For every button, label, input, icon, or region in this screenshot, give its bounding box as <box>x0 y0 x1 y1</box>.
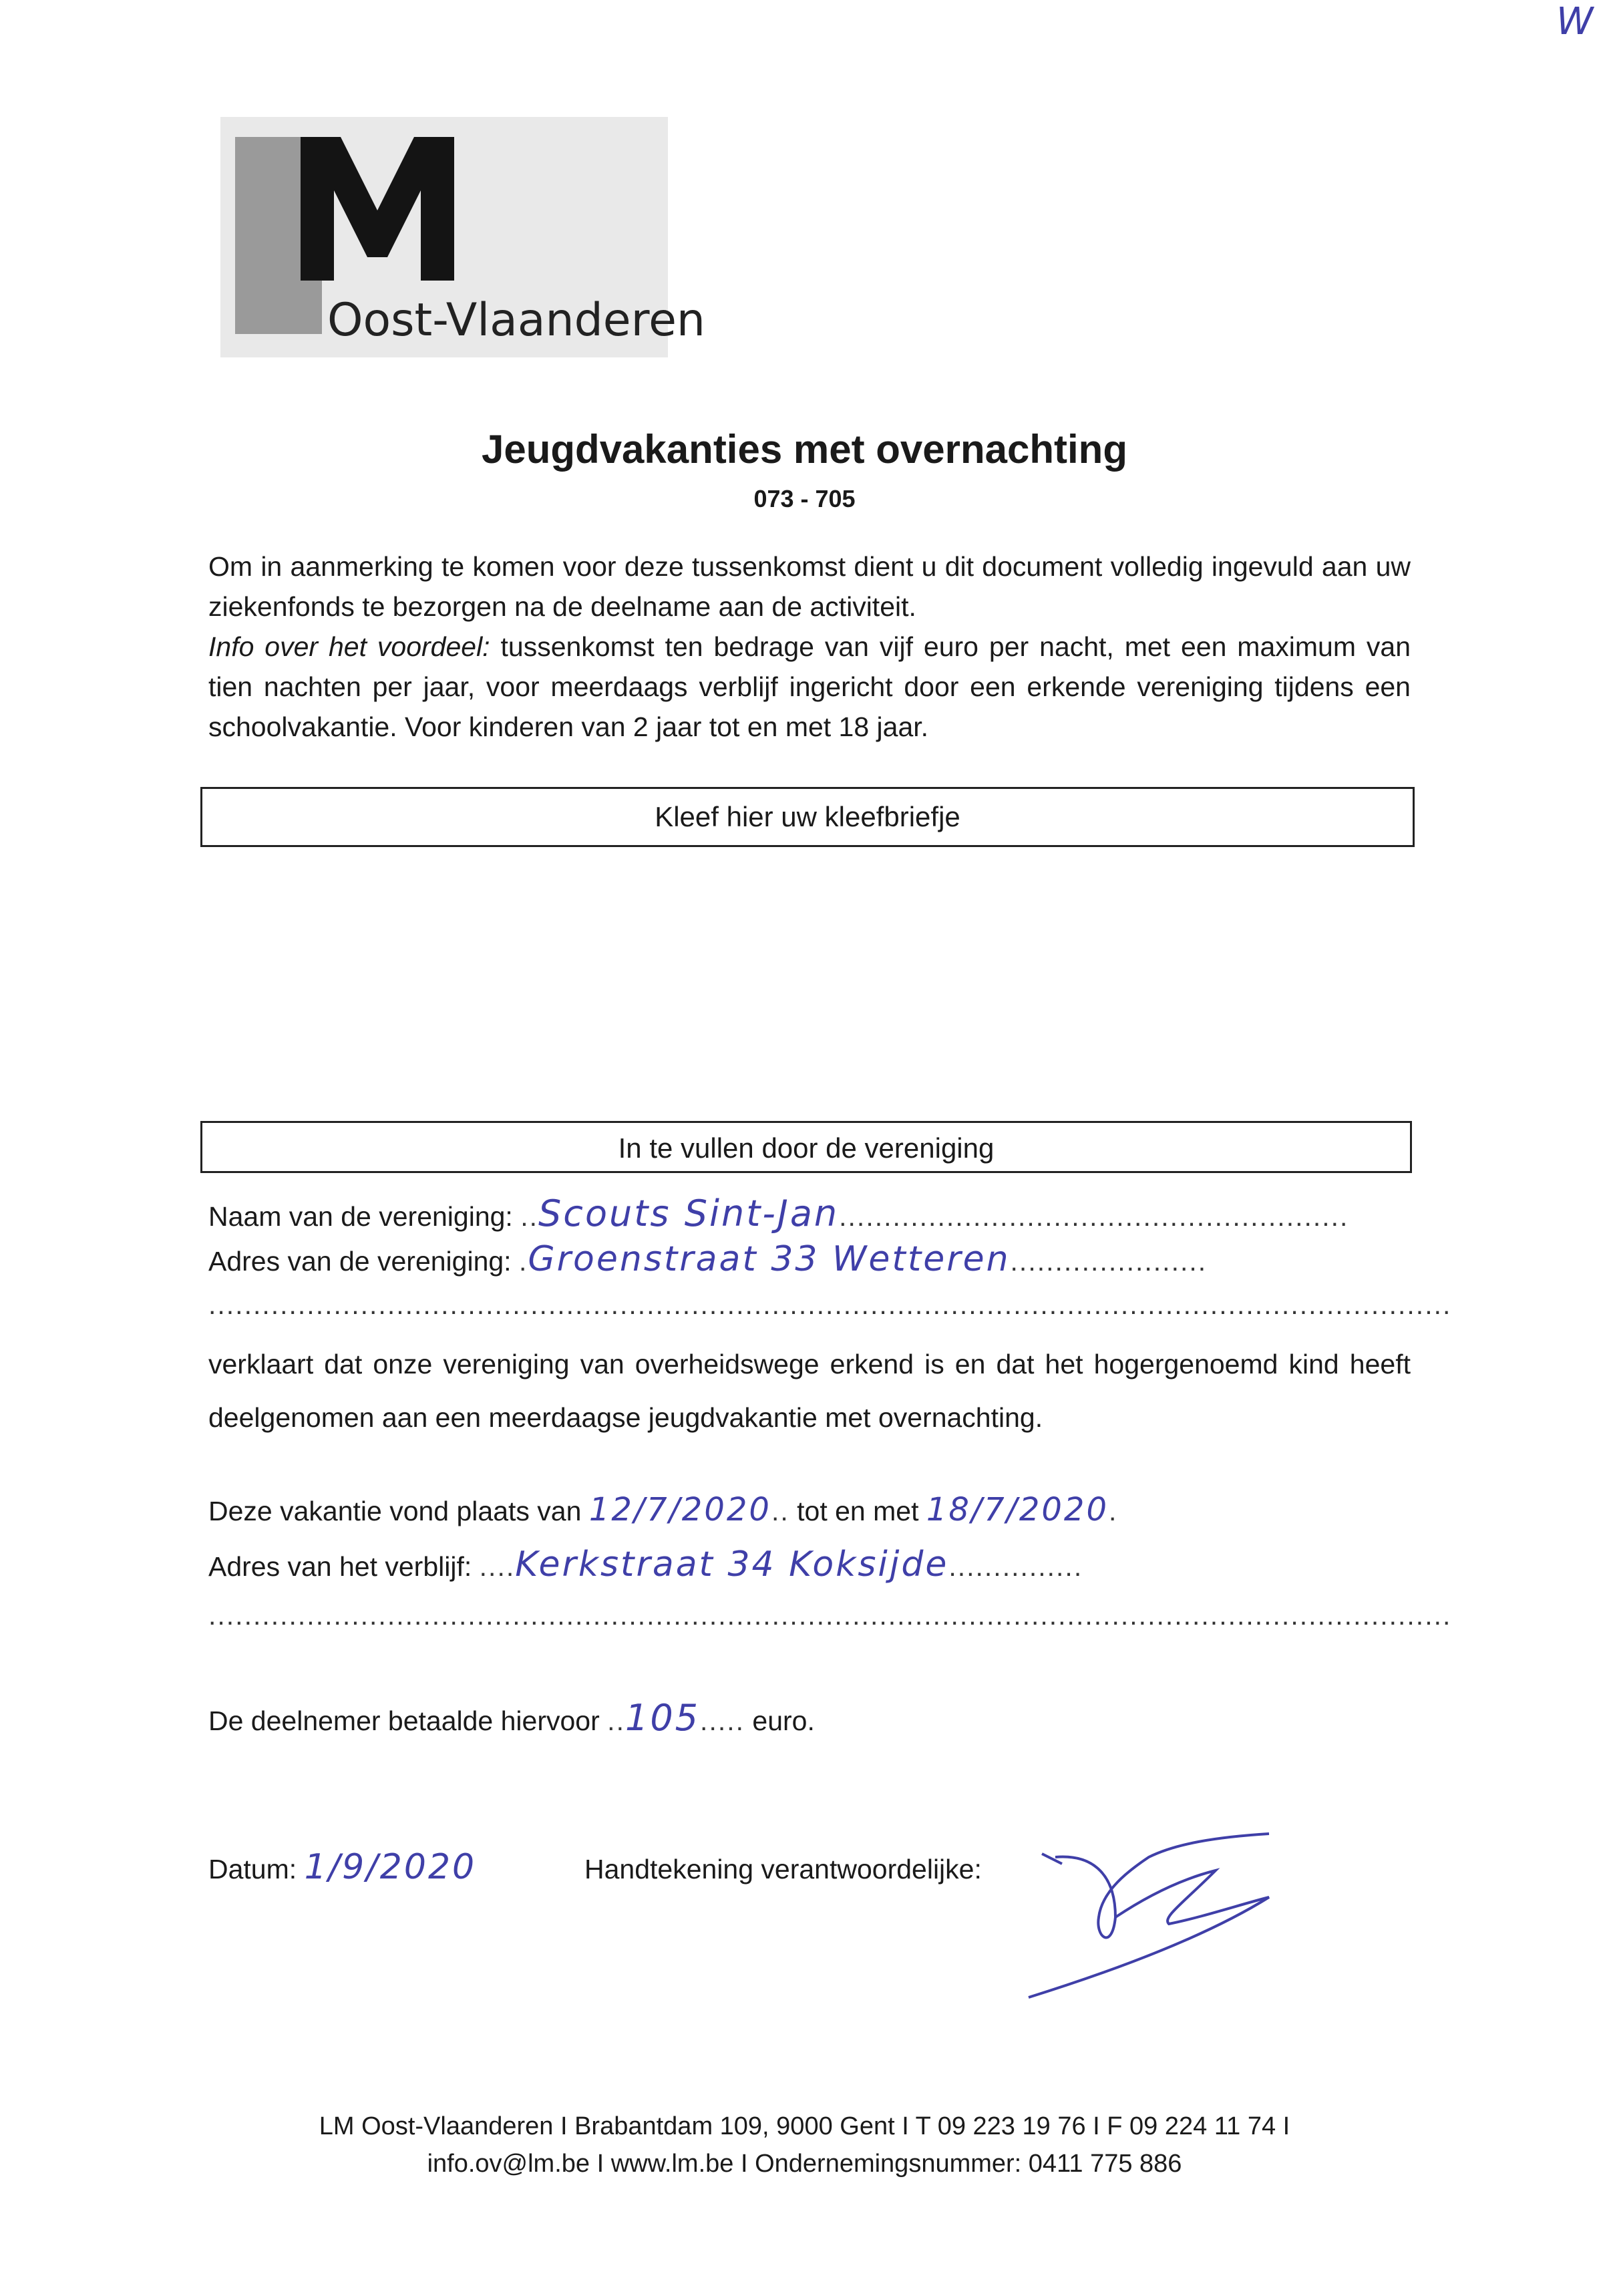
period-row: Deze vakantie vond plaats van 12/7/2020.. tot en met 18/7/2020. <box>208 1491 1118 1528</box>
date-value: 1/9/2020 <box>304 1847 477 1887</box>
footer-line-2: info.ov@lm.be I www.lm.be I Ondernemingsnummer: 0411 775 886 <box>427 2150 1182 2178</box>
form-code: 073 - 705 <box>753 485 856 512</box>
info-text: tussenkomst ten bedrage van vijf euro per nacht, met een maximum van tien nachten per jaar, voor meerdaags verblijf ingericht door een erkende vereniging tijdens een schoolvakantie. Voor kinderen van 2 jaar tot en met 18 jaar. <box>208 631 1411 742</box>
association-address-value: Groenstraat 33 Wetteren <box>528 1239 1011 1279</box>
stay-address-label: Adres van het verblijf: <box>208 1551 472 1582</box>
logo-text: Oost-Vlaanderen <box>327 294 706 347</box>
stay-address-continuation-line: ........................................................................................................................................... <box>208 1600 1452 1631</box>
association-address-row: Adres van de vereniging: .Groenstraat 33 Wetteren...................... <box>208 1239 1208 1279</box>
declaration-text: verklaart dat onze vereniging van overheidswege erkend is en dat het hogergenoemd kind heeft deelgenomen aan een meerdaagse jeugdvakantie met overnachting. <box>208 1349 1411 1433</box>
stay-address-row: Adres van het verblijf: ....Kerkstraat 34 Koksijde............... <box>208 1544 1083 1585</box>
page-title: Jeugdvakanties met overnachting <box>482 427 1127 472</box>
association-name-label: Naam van de vereniging: <box>208 1201 513 1232</box>
until-label: tot en met <box>797 1496 919 1526</box>
corner-mark: W <box>1556 0 1596 43</box>
signature <box>1015 1817 1309 2004</box>
paid-value: 105 <box>624 1697 701 1739</box>
info-label: Info over het voordeel: <box>208 631 490 662</box>
logo-l-foot <box>235 281 322 334</box>
start-date-value: 12/7/2020 <box>588 1491 771 1528</box>
logo-m-letter <box>301 137 454 281</box>
signature-label: Handtekening verantwoordelijke: <box>584 1854 982 1884</box>
footer-line-1: LM Oost-Vlaanderen I Brabantdam 109, 9000 Gent I T 09 223 19 76 I F 09 224 11 74 I <box>319 2112 1290 2140</box>
date-row <box>208 1847 476 1887</box>
paid-row: De deelnemer betaalde hiervoor ..105..... euro. <box>208 1697 815 1739</box>
association-address-label: Adres van de vereniging: <box>208 1246 512 1277</box>
association-box-label: In te vullen door de vereniging <box>618 1132 995 1164</box>
paid-label: De deelnemer betaalde hiervoor <box>208 1705 600 1736</box>
association-name-row: Naam van de vereniging: ..Scouts Sint-Jan......................................................... <box>208 1192 1349 1235</box>
paid-unit: euro. <box>752 1705 815 1736</box>
date-label: Datum: <box>208 1854 297 1884</box>
end-date-value: 18/7/2020 <box>926 1491 1109 1528</box>
intro-paragraph: Om in aanmerking te komen voor deze tussenkomst dient u dit document volledig ingevuld aan uw ziekenfonds te bezorgen na de deelname aan de activiteit. <box>208 551 1411 622</box>
association-box <box>200 1121 1412 1173</box>
sticker-box <box>200 787 1415 847</box>
stay-address-value: Kerkstraat 34 Koksijde <box>515 1544 949 1585</box>
address-continuation-line: ........................................................................................................................................... <box>208 1289 1452 1320</box>
association-name-value: Scouts Sint-Jan <box>538 1192 840 1235</box>
intro-text <box>208 546 1411 747</box>
sticker-box-label: Kleef hier uw kleefbriefje <box>655 801 960 832</box>
period-label: Deze vakantie vond plaats van <box>208 1496 582 1526</box>
